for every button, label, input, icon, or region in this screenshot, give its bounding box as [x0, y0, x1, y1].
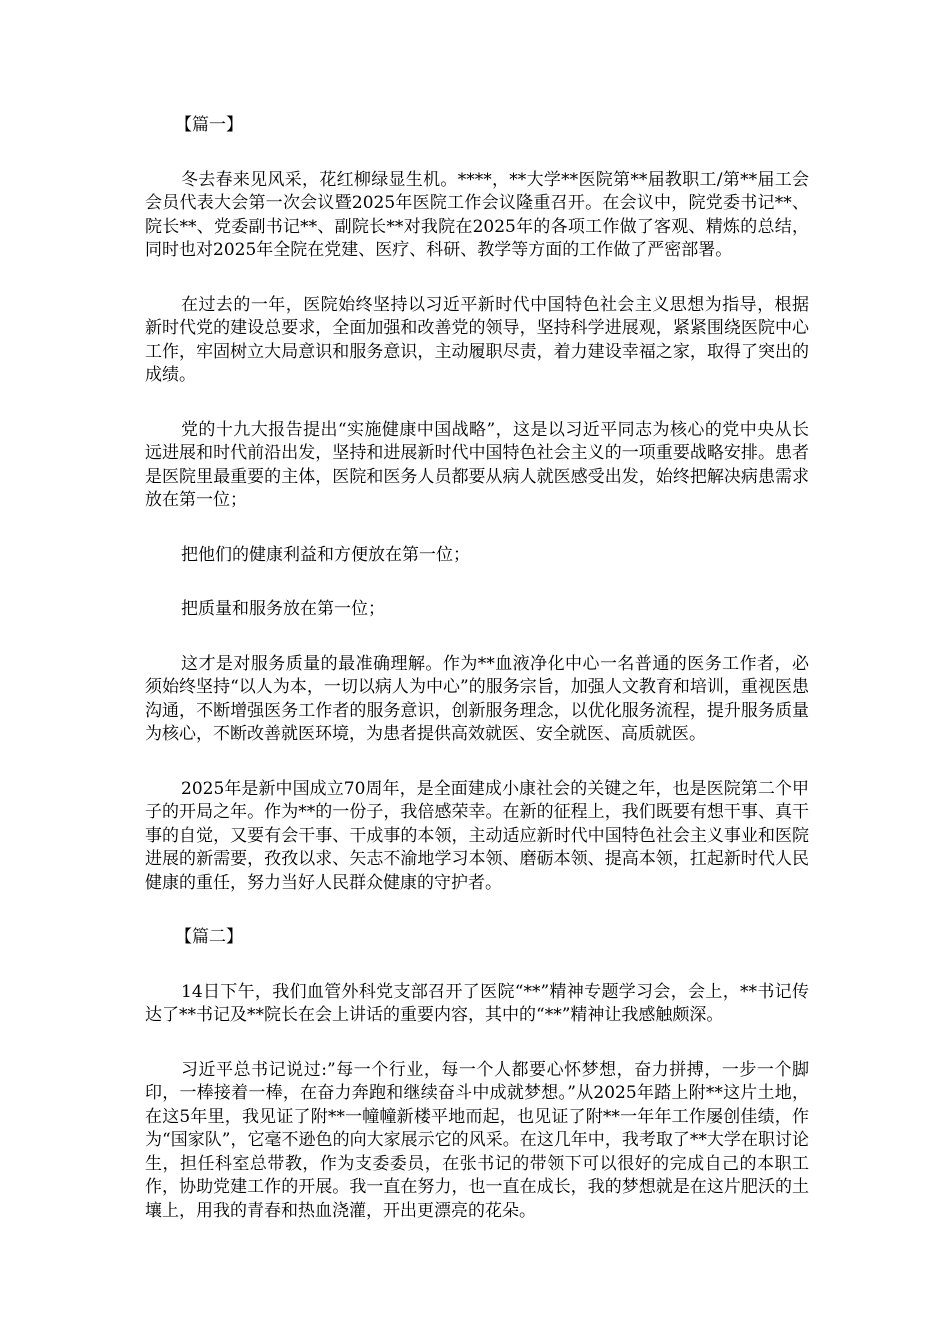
- paragraph: 2025年是新中国成立70周年，是全面建成小康社会的关键之年，也是医院第二个甲子的开局之年。作为**的一份子，我倍感荣幸。在新的征程上，我们既要有想干事、真干事的自觉，又要有会干事、干成事的本领，主动适应新时代中国特色社会主义事业和医院进展的新需要，孜孜以求、矢志不渝地学习本领、磨砺本领、提高本领，扛起新时代人民健康的重任，努力当好人民群众健康的守护者。: [145, 778, 809, 893]
- paragraph: 14日下午，我们血管外科党支部召开了医院“**”精神专题学习会，会上，**书记传达了**书记及**院长在会上讲话的重要内容，其中的“**”精神让我感触颇深。: [145, 981, 809, 1025]
- section-title-1: 【篇一】: [175, 115, 243, 135]
- document-page: [145, 114, 809, 1254]
- paragraph: 把他们的健康利益和方便放在第一位；: [181, 544, 470, 565]
- paragraph: 把质量和服务放在第一位；: [181, 599, 385, 619]
- paragraph: 党的十九大报告提出“实施健康中国战略”，这是以习近平同志为核心的党中央从长远进展和时代前沿出发，坚持和进展新时代中国特色社会主义的一项重要战略安排。患者是医院里最重要的主体，医院和医务人员都要从病人就医感受出发，始终把解决病患需求放在第一位；: [145, 419, 809, 510]
- paragraph: 这才是对服务质量的最准确理解。作为**血液净化中心一名普通的医务工作者，必须始终坚持“以人为本，一切以病人为中心”的服务宗旨，加强人文教育和培训，重视医患沟通，不断增强医务工作者的服务意识，创新服务理念，以优化服务流程，提升服务质量为核心，不断改善就医环境，为患者提供高效就医、安全就医、高质就医。: [145, 653, 809, 744]
- paragraph: 冬去春来见风采，花红柳绿显生机。****，**大学**医院第**届教职工/第**届工会会员代表大会第一次会议暨2025年医院工作会议隆重召开。在会议中，院党委书记**、院长**、党委副书记**、副院长**对我院在2025年的各项工作做了客观、精炼的总结，同时也对2025年全院在党建、医疗、科研、教学等方面的工作做了严密部署。: [145, 169, 809, 260]
- paragraph: 在过去的一年，医院始终坚持以习近平新时代中国特色社会主义思想为指导，根据新时代党的建设总要求，全面加强和改善党的领导，坚持科学进展观，紧紧围绕医院中心工作，牢固树立大局意识和服务意识，主动履职尽责，着力建设幸福之家，取得了突出的成绩。: [145, 294, 809, 385]
- section-title-2: 【篇二】: [175, 927, 243, 947]
- paragraph: 习近平总书记说过:”每一个行业，每一个人都要心怀梦想，奋力拼搏，一步一个脚印，一棒接着一棒，在奋力奔跑和继续奋斗中成就梦想。”从2025年踏上附**这片土地，在这5年里，我见证了附**一幢幢新楼平地而起，也见证了附**一年年工作屡创佳绩，作为“国家队”，它毫不逊色的向大家展示它的风采。在这几年中，我考取了**大学在职讨论生，担任科室总带教，作为支委委员，在张书记的带领下可以很好的完成自己的本职工作，协助党建工作的开展。我一直在努力，也一直在成长，我的梦想就是在这片肥沃的土壤上，用我的青春和热血浇灌，开出更漂亮的花朵。: [145, 1059, 809, 1221]
